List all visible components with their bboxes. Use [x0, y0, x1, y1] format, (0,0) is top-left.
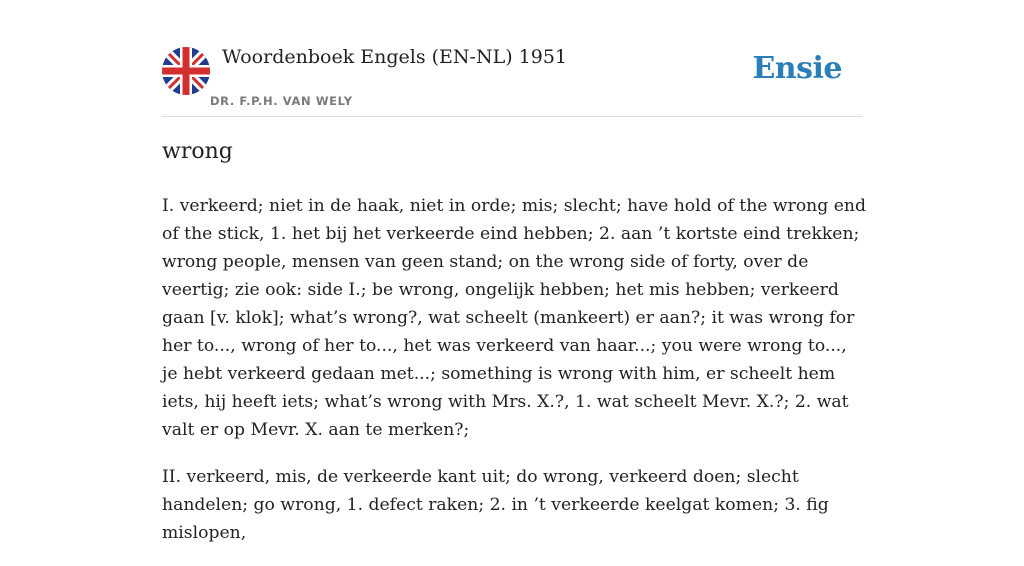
ensie-logo[interactable]: Ensie	[752, 51, 842, 86]
dictionary-header	[162, 46, 862, 117]
definition-paragraph-1: I. verkeerd; niet in de haak, niet in orde; mis; slecht; have hold of the wrong end of the stick, 1. het bij het verkeerde eind hebben; 2. aan ’t kortste eind trekken; wrong people, mensen van geen stand; on the wrong side of forty, over de veertig; zie ook: side I.; be wrong, ongelijk hebben; het mis hebben; verkeerd gaan [v. klok]; what’s wrong?, wat scheelt (mankeert) er aan?; it was wrong for her to..., wrong of her to..., het was verkeerd van haar...; you were wrong to..., je hebt verkeerd gedaan met...; something is wrong with him, er scheelt hem iets, hij heeft iets; what’s wrong with Mrs. X.?, 1. wat scheelt Mevr. X.?; 2. wat valt er op Mevr. X. aan te merken?;	[162, 196, 866, 440]
uk-flag-icon[interactable]	[162, 47, 210, 95]
definition-paragraph-2: II. verkeerd, mis, de verkeerde kant uit; do wrong, verkeerd doen; slecht handelen; go wrong, 1. defect raken; 2. in ’t verkeerde keelgat komen; 3. fig mislopen,	[162, 467, 829, 543]
entry-definition	[162, 192, 867, 566]
dictionary-title[interactable]: Woordenboek Engels (EN-NL) 1951	[222, 46, 567, 68]
entry-headword: wrong	[162, 139, 233, 164]
dictionary-author: DR. F.P.H. VAN WELY	[210, 94, 353, 108]
